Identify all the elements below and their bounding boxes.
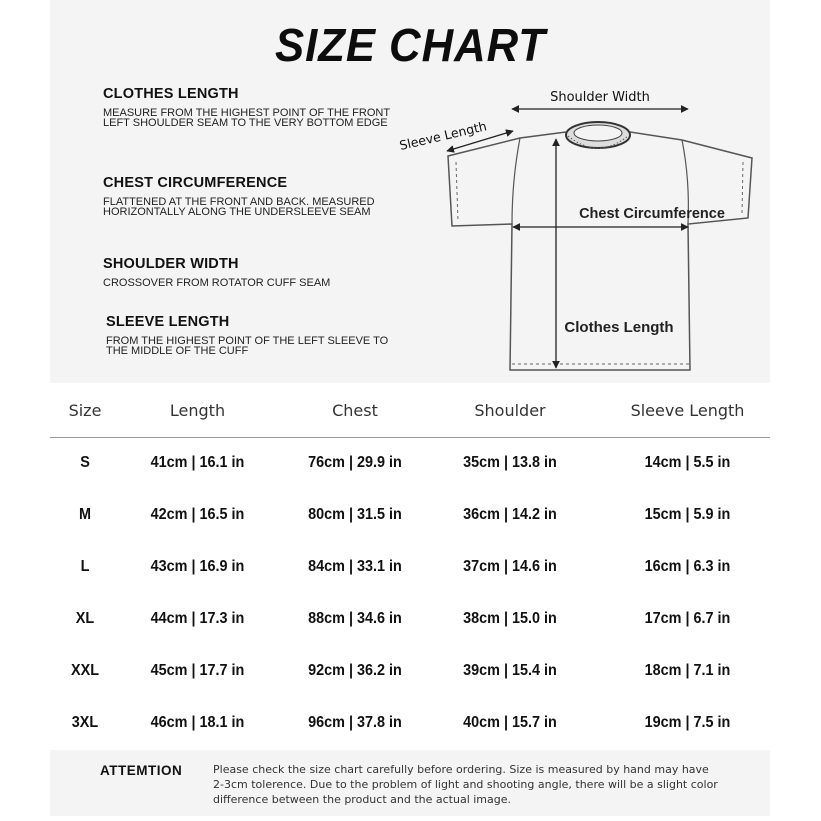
definition-text: FLATTENED AT THE FRONT AND BACK. MEASURED HORIZONTALLY ALONG THE UNDERSLEEVE SEAM [103,196,375,218]
sleeve-cell: 17cm | 6.7 in [644,610,731,627]
definition-heading: CHEST CIRCUMFERENCE [103,175,288,191]
table-row [50,594,770,646]
column-header-chest: Chest [332,401,378,420]
table-row [50,542,770,594]
definition-heading: SHOULDER WIDTH [103,256,239,272]
tshirt-outline-icon [385,75,770,380]
chest-circumference-label: Chest Circumference [579,206,725,222]
definition-text: CROSSOVER FROM ROTATOR CUFF SEAM [103,277,331,289]
definition-heading: CLOTHES LENGTH [103,86,239,102]
attention-note [50,750,770,816]
length-cell: 46cm | 18.1 in [150,714,245,731]
column-header-size: Size [68,401,102,420]
length-cell: 44cm | 17.3 in [150,610,245,627]
definition-heading: SLEEVE LENGTH [106,314,230,330]
size-cell: 3XL [71,714,99,731]
sleeve-cell: 19cm | 7.5 in [644,714,731,731]
clothes-length-label: Clothes Length [564,319,674,336]
sleeve-cell: 15cm | 5.9 in [644,506,731,523]
size-cell: XXL [70,662,100,679]
sleeve-length-label: Sleeve Length [397,118,489,153]
sleeve-cell: 18cm | 7.1 in [644,662,731,679]
definition-sleeve-length [106,314,396,356]
definition-text: MEASURE FROM THE HIGHEST POINT OF THE FRONT LEFT SHOULDER SEAM TO THE VERY BOTTOM EDGE [103,107,390,129]
length-cell: 42cm | 16.5 in [150,506,245,523]
chest-cell: 96cm | 37.8 in [308,714,402,731]
shoulder-cell: 35cm | 13.8 in [463,454,557,471]
size-cell: XL [75,610,95,627]
definition-chest-circumference [103,175,393,217]
attention-label: ATTEMTION [100,763,183,778]
definition-shoulder-width [103,256,393,288]
page-title: SIZE CHART [275,19,546,71]
definition-text: FROM THE HIGHEST POINT OF THE LEFT SLEEVE TO THE MIDDLE OF THE CUFF [106,335,389,357]
table-row [50,490,770,542]
shoulder-cell: 38cm | 15.0 in [463,610,557,627]
column-header-sleeve-length: Sleeve Length [630,401,745,420]
definition-clothes-length [103,86,393,128]
table-header [50,385,770,438]
chest-cell: 92cm | 36.2 in [308,662,402,679]
shoulder-cell: 36cm | 14.2 in [463,506,557,523]
chest-cell: 80cm | 31.5 in [308,506,402,523]
chest-cell: 84cm | 33.1 in [308,558,402,575]
size-cell: L [80,558,90,575]
attention-text: Please check the size chart carefully before ordering. Size is measured by hand may have 2-3cm tolerence. Due to the problem of light and shooting angle, there will be a slight color difference between the product and the actual image. [213,763,718,806]
sleeve-cell: 14cm | 5.5 in [644,454,731,471]
length-cell: 43cm | 16.9 in [150,558,245,575]
shoulder-width-label: Shoulder Width [550,90,650,105]
table-row [50,698,770,750]
chest-cell: 88cm | 34.6 in [308,610,402,627]
column-header-shoulder: Shoulder [474,401,546,420]
table-row [50,438,770,490]
shoulder-cell: 39cm | 15.4 in [463,662,557,679]
chest-cell: 76cm | 29.9 in [308,454,402,471]
sleeve-cell: 16cm | 6.3 in [644,558,731,575]
length-cell: 45cm | 17.7 in [150,662,245,679]
length-cell: 41cm | 16.1 in [150,454,245,471]
shoulder-cell: 37cm | 14.6 in [463,558,557,575]
size-cell: M [78,506,91,523]
shoulder-cell: 40cm | 15.7 in [463,714,557,731]
table-row [50,646,770,698]
column-header-length: Length [169,401,226,420]
size-cell: S [80,454,90,471]
